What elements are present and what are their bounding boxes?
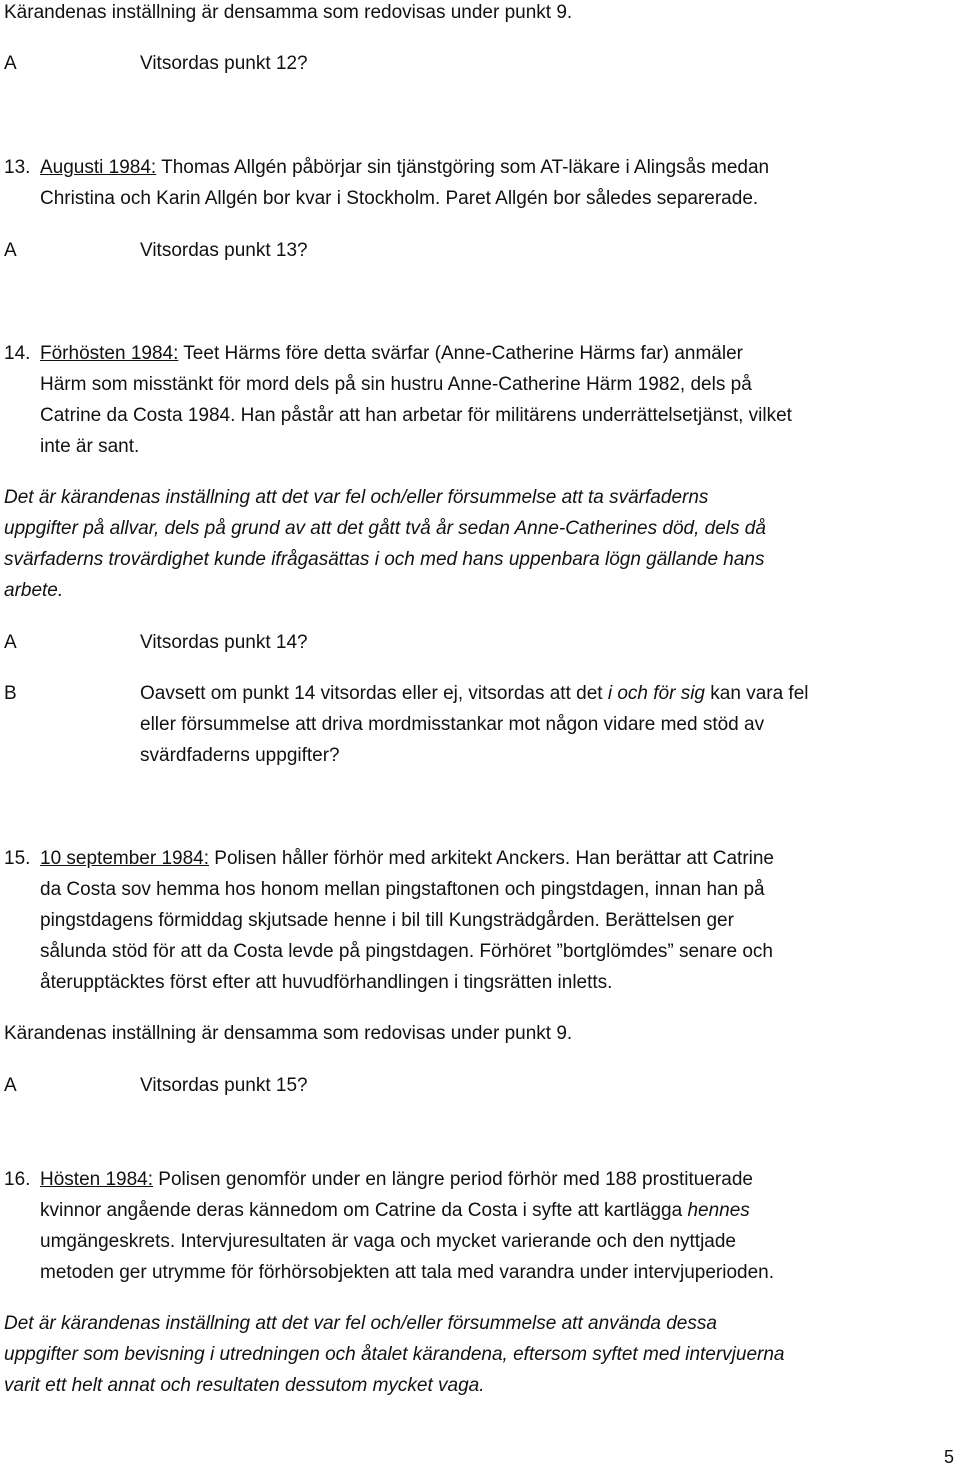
item-number: 14. bbox=[4, 343, 31, 364]
item-16-line-3: umgängeskrets. Intervjuresultaten är vaga och mycket varierande och den nyttjade bbox=[40, 1231, 736, 1252]
stance-14-line-4: arbete. bbox=[4, 580, 64, 601]
item-15-line-1: 10 september 1984: Polisen håller förhör med arkitekt Anckers. Han berättar att Catrine bbox=[40, 848, 774, 869]
question-letter: A bbox=[4, 53, 17, 74]
item-14-line-1: Förhösten 1984: Teet Härms före detta svärfar (Anne-Catherine Härms far) anmäler bbox=[40, 343, 743, 364]
question-text: Vitsordas punkt 15? bbox=[140, 1075, 308, 1096]
stance-14-line-3: svärfaderns trovärdighet kunde ifrågasättas i och med hans uppenbara lögn gällande hans bbox=[4, 549, 765, 570]
item-16-line-2: kvinnor angående deras kännedom om Catrine da Costa i syfte att kartlägga hennes bbox=[40, 1200, 750, 1221]
item-date: 10 september 1984: bbox=[40, 848, 210, 869]
item-16-line-1: Hösten 1984: Polisen genomför under en längre period förhör med 188 prostituerade bbox=[40, 1169, 753, 1190]
question-b-line-2: eller försummelse att driva mordmisstankar mot någon vidare med stöd av bbox=[140, 714, 765, 735]
stance-14-line-1: Det är kärandenas inställning att det var fel och/eller försummelse att ta svärfaderns bbox=[4, 487, 709, 508]
item-number: 13. bbox=[4, 157, 31, 178]
question-b-line-1: Oavsett om punkt 14 vitsordas eller ej, vitsordas att det i och för sig kan vara fel bbox=[140, 683, 809, 704]
item-15-line-5: återupptäcktes först efter att huvudförhandlingen i tingsrätten inletts. bbox=[40, 972, 613, 993]
item-15-line-3: pingstdagens förmiddag skjutsade henne i bil till Kungsträdgården. Berättelsen ger bbox=[40, 910, 734, 931]
stance-16-line-3: varit ett helt annat och resultaten dessutom mycket vaga. bbox=[4, 1375, 485, 1396]
item-number: 15. bbox=[4, 848, 31, 869]
page-number: 5 bbox=[943, 1447, 954, 1467]
item-number: 16. bbox=[4, 1169, 31, 1190]
item-13-line-2: Christina och Karin Allgén bor kvar i Stockholm. Paret Allgén bor således separerade. bbox=[40, 188, 759, 209]
stance-line: Kärandenas inställning är densamma som redovisas under punkt 9. bbox=[4, 1023, 573, 1044]
stance-16-line-2: uppgifter som bevisning i utredningen och åtalet kärandena, eftersom syftet med intervjuerna bbox=[4, 1344, 785, 1365]
item-15-line-2: da Costa sov hemma hos honom mellan pingstaftonen och pingstdagen, innan han på bbox=[40, 879, 765, 900]
item-15-line-4: sålunda stöd för att da Costa levde på pingstdagen. Förhöret ”bortglömdes” senare och bbox=[40, 941, 773, 962]
stance-line: Kärandenas inställning är densamma som redovisas under punkt 9. bbox=[4, 2, 573, 23]
item-date: Hösten 1984: bbox=[40, 1169, 154, 1190]
item-14-line-2: Härm som misstänkt för mord dels på sin hustru Anne-Catherine Härm 1982, dels på bbox=[40, 374, 752, 395]
question-letter: B bbox=[4, 683, 17, 704]
question-letter: A bbox=[4, 240, 17, 261]
question-letter: A bbox=[4, 1075, 17, 1096]
item-16-line-4: metoden ger utrymme för förhörsobjekten att tala med varandra under intervjuperioden. bbox=[40, 1262, 775, 1283]
question-text: Vitsordas punkt 14? bbox=[140, 632, 308, 653]
item-date: Augusti 1984: bbox=[40, 157, 157, 178]
item-14-line-4: inte är sant. bbox=[40, 436, 140, 457]
item-14-line-3: Catrine da Costa 1984. Han påstår att han arbetar för militärens underrättelsetjänst, vilket bbox=[40, 405, 792, 426]
item-13-line-1: Augusti 1984: Thomas Allgén påbörjar sin tjänstgöring som AT-läkare i Alingsås medan bbox=[40, 157, 770, 178]
question-text: Vitsordas punkt 13? bbox=[140, 240, 308, 261]
question-letter: A bbox=[4, 632, 17, 653]
item-date: Förhösten 1984: bbox=[40, 343, 179, 364]
stance-16-line-1: Det är kärandenas inställning att det var fel och/eller försummelse att använda dessa bbox=[4, 1313, 717, 1334]
question-text: Vitsordas punkt 12? bbox=[140, 53, 308, 74]
question-b-line-3: svärdfaderns uppgifter? bbox=[140, 745, 340, 766]
stance-14-line-2: uppgifter på allvar, dels på grund av att det gått två år sedan Anne-Catherines död, dels då bbox=[4, 518, 766, 539]
